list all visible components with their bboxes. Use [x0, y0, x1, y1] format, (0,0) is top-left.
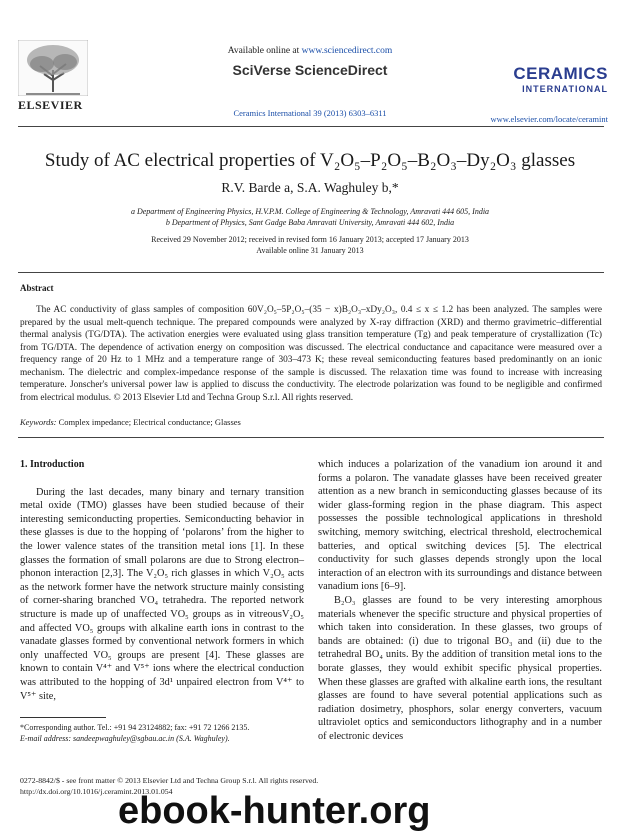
affiliations: [20, 206, 600, 228]
email-address[interactable]: E-mail address: sandeepwaghuley@sgbau.ac.in (S.A. Waghuley).: [20, 734, 230, 743]
publisher-name: ELSEVIER: [18, 98, 83, 112]
right-column: [318, 458, 602, 743]
article-dates: [20, 234, 600, 256]
online-date: Available online 31 January 2013: [256, 246, 364, 255]
issn-line: 0272-8842/$ - see front matter © 2013 Elsevier Ltd and Techna Group S.r.l. All rights reserved.: [20, 776, 319, 785]
affiliation-a: a Department of Engineering Physics, H.V.P.M. College of Engineering & Technology, Amravati 444 605, India: [130, 207, 490, 216]
footnote: [20, 722, 310, 744]
doi-link[interactable]: http://dx.doi.org/10.1016/j.ceramint.2013.01.054: [20, 786, 173, 796]
corresponding-author: *Corresponding author. Tel.: +91 94 23124882; fax: +91 72 1266 2135.: [20, 723, 250, 732]
sciencedirect-link[interactable]: www.sciencedirect.com: [301, 46, 393, 56]
journal-logo: [468, 64, 608, 94]
abstract-heading: Abstract: [20, 283, 54, 293]
header-center: [130, 46, 490, 118]
intro-paragraph-2: which induces a polarization of the vanadium ion around it and forms a polaron. The vanadate glasses have been received greater attention as a new branch in semiconducting glasses because of its wider glass-forming region in the phase diagram. This aspect possesses the possible technological applications in threshold switching, memory switching, electrical threshold, electrochemical batteries, and optical switching devices [5]. The electrical conductivity for such glasses depends strongly upon the local interaction of an electron with its surroundings and distance between vanadium ions [6–9].: [318, 459, 602, 593]
watermark-text: ebook-hunter.org: [118, 790, 431, 832]
keywords-label: Keywords:: [20, 417, 57, 427]
article-title: Study of AC electrical properties of V₂O₅–P₂O₅–B₂O₃–Dy₂O₃ glasses: [44, 150, 576, 171]
footnote-divider: [20, 717, 106, 718]
journal-logo-line2: INTERNATIONAL: [522, 84, 608, 94]
keywords: [20, 417, 241, 427]
header-divider: [18, 126, 604, 127]
affiliation-b: b Department of Physics, Sant Gadge Baba Amravati University, Amravati 444 602, India: [165, 218, 455, 227]
section-heading-introduction: 1. Introduction: [20, 459, 85, 470]
journal-url-link[interactable]: www.elsevier.com/locate/ceramint: [490, 114, 608, 124]
elsevier-tree-logo: [18, 40, 88, 96]
journal-citation[interactable]: Ceramics International 39 (2013) 6303–6311: [233, 108, 387, 118]
article-authors: R.V. Barde a, S.A. Waghuley b,*: [221, 180, 399, 195]
abstract-bottom-divider: [18, 437, 604, 438]
available-online: [130, 46, 490, 56]
journal-logo-line1: CERAMICS: [513, 64, 608, 83]
left-column: [20, 458, 304, 703]
available-prefix: Available online at: [227, 46, 302, 56]
sciverse-logo-text: SciVerse ScienceDirect: [232, 62, 388, 78]
intro-paragraph-1: During the last decades, many binary and ternary transition metal oxide (TMO) glasses have been studied because of their interesting semiconducting properties. Semiconducting behavior in these glasses is due to the hopping of ‘polarons’ from the higher to the lower valence states of the transition metal ions [1]. In these glasses the formation of small polarons are due to Strong electron–phonon interaction [2,3]. The V₂O₅ rich glasses in which V₂O₅ acts as the network former have the network structure mainly consisting of corner-sharing branched VO₄ tetrahedra. The reported network structure is made up of unaffected VO₅ groups as in vitreousV₂O₅ and affected VO₅ groups with alkaline earth ions in contrast to the vanadate glasses formed by conventional network formers in which only unaffected VO₅ groups are present [4]. These glasses are known to contain V⁴⁺ and V⁵⁺ ions where the electrical conduction was attributed to the hopping of 3d¹ unpaired electron from V⁴⁺ to V⁵⁺ site,: [20, 486, 304, 702]
abstract-top-divider: [18, 272, 604, 273]
abstract-text: The AC conductivity of glass samples of composition 60V₂O₅–5P₂O₅–(35 − x)B₂O₃–xDy₂O₃, 0.4 ≤ x ≤ 1.2 has been analyzed. The samples were prepared by the usual melt-quench technique. The prepared compounds were analyzed by X-ray diffraction (XRD) and thermo gravimetric–differential thermal analysis (TG/DTA). The activation energies were evaluated using glass transition temperature (Tg) and peak temperature of crystallization (Tc) from TG/DTA. The dependence of activation energy on composition was discussed. The electrical conductance and capacitance were measured over a frequency range of 20 Hz to 1 MHz and a temperature range of 303–473 K; these reveal semiconducting features based predominantly on an ionic mechanism. The dielectric and complex-impedance response of the sample is discussed. The relaxation time was found to increase with increasing temperature. Jonscher's universal power law is applied to discuss the conductivity. The electrode polarization was found to be negligible and confirmed from electrical modulus. © 2013 Elsevier Ltd and Techna Group S.r.l. All rights reserved.: [20, 305, 602, 403]
received-dates: Received 29 November 2012; received in revised form 16 January 2013; accepted 17 January 2013: [151, 235, 469, 244]
intro-paragraph-3: B₂O₃ glasses are found to be very interesting amorphous materials whenever the specific structure and physical properties of which taken into consideration. In these glasses, two groups of bands are obtained: (i) due to trigonal BO₃ and (ii) due to the tetrahedral BO₄ units. By the addition of transition metal ions to the borate glasses, they would exhibit specific physical properties. When these glasses are grafted with alkaline earth ions, the resultant glasses are found to have several potential applications such as radiation dosimetry, phosphors, solar energy converters, vacuum ultraviolet optics and semiconductors lithography and in a number of electronic devices: [318, 594, 602, 742]
keywords-list: Complex impedance; Electrical conductance; Glasses: [56, 417, 241, 427]
